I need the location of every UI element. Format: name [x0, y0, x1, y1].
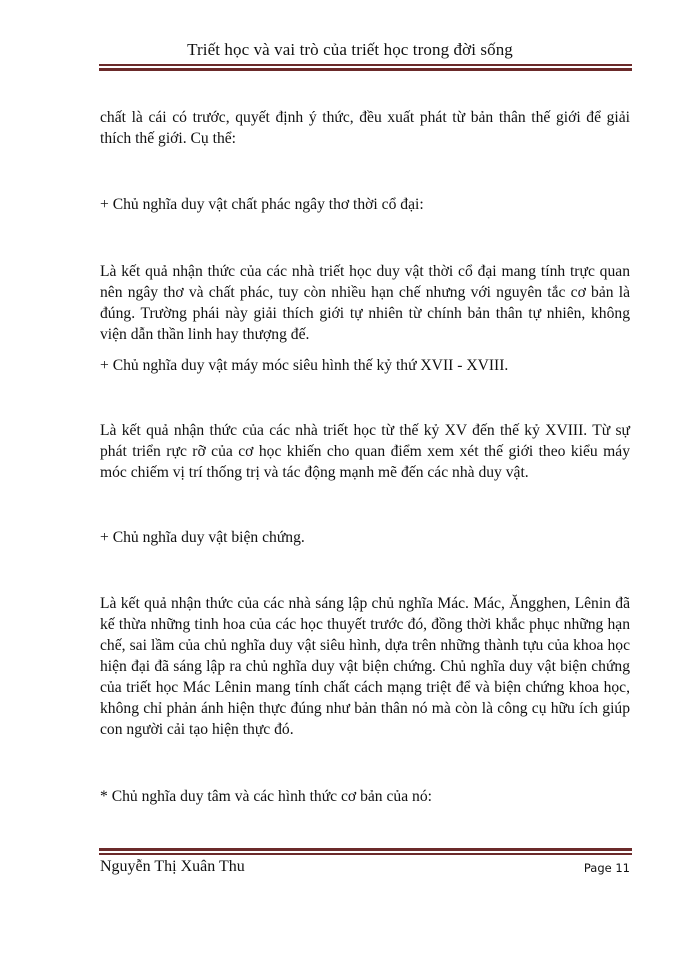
- footer-rule-thick: [99, 848, 632, 851]
- heading-dialectical-materialism: + Chủ nghĩa duy vật biện chứng.: [100, 529, 305, 546]
- paragraph-mechanical-materialism: Là kết quả nhận thức của các nhà triết học từ thế kỷ XV đến thế kỷ XVIII. Từ sự phát triển rực rỡ của cơ học khiến cho quan điểm xem xét thế giới theo kiểu máy móc chiếm vị trí thống trị và tác động mạnh mẽ đến các nhà duy vật.: [100, 422, 630, 481]
- header-rule-thick: [99, 68, 632, 71]
- footer-rule-thin: [99, 853, 632, 855]
- heading-idealism: * Chủ nghĩa duy tâm và các hình thức cơ bản của nó:: [100, 788, 432, 805]
- header-rule-thin: [99, 64, 632, 66]
- footer-author: Nguyễn Thị Xuân Thu: [100, 858, 245, 875]
- page-number: Page 11: [583, 861, 630, 875]
- paragraph-naive-materialism: Là kết quả nhận thức của các nhà triết học duy vật thời cổ đại mang tính trực quan nên ngây thơ và chất phác, tuy còn nhiều hạn chế nhưng với nguyên tắc cơ bản là đúng. Trường phái này giải thích giới tự nhiên từ chính bản thân tự nhiên, không viện dẫn thần linh hay thượng đế.: [100, 263, 630, 343]
- paragraph-dialectical-materialism: Là kết quả nhận thức của các nhà sáng lập chủ nghĩa Mác. Mác, Ăngghen, Lênin đã kế thừa những tinh hoa của các học thuyết trước đó, đồng thời khắc phục những hạn chế, sai lầm của chủ nghĩa duy vật siêu hình, dựa trên những thành tựu của khoa học hiện đại đã sáng lập ra chủ nghĩa duy vật biện chứng. Chủ nghĩa duy vật biện chứng của triết học Mác Lênin mang tính chất cách mạng triệt để và biện chứng khoa học, không chỉ phản ánh hiện thực đúng như bản thân nó mà còn là công cụ hữu ích giúp con người cải tạo hiện thực đó.: [100, 595, 630, 738]
- heading-naive-materialism: + Chủ nghĩa duy vật chất phác ngây thơ thời cổ đại:: [100, 196, 424, 213]
- heading-mechanical-materialism: + Chủ nghĩa duy vật máy móc siêu hình thế kỷ thứ XVII - XVIII.: [100, 357, 509, 374]
- page-header-title: Triết học và vai trò của triết học trong đời sống: [187, 40, 513, 59]
- paragraph-intro: chất là cái có trước, quyết định ý thức, đều xuất phát từ bản thân thế giới để giải thích thế giới. Cụ thể:: [100, 109, 630, 147]
